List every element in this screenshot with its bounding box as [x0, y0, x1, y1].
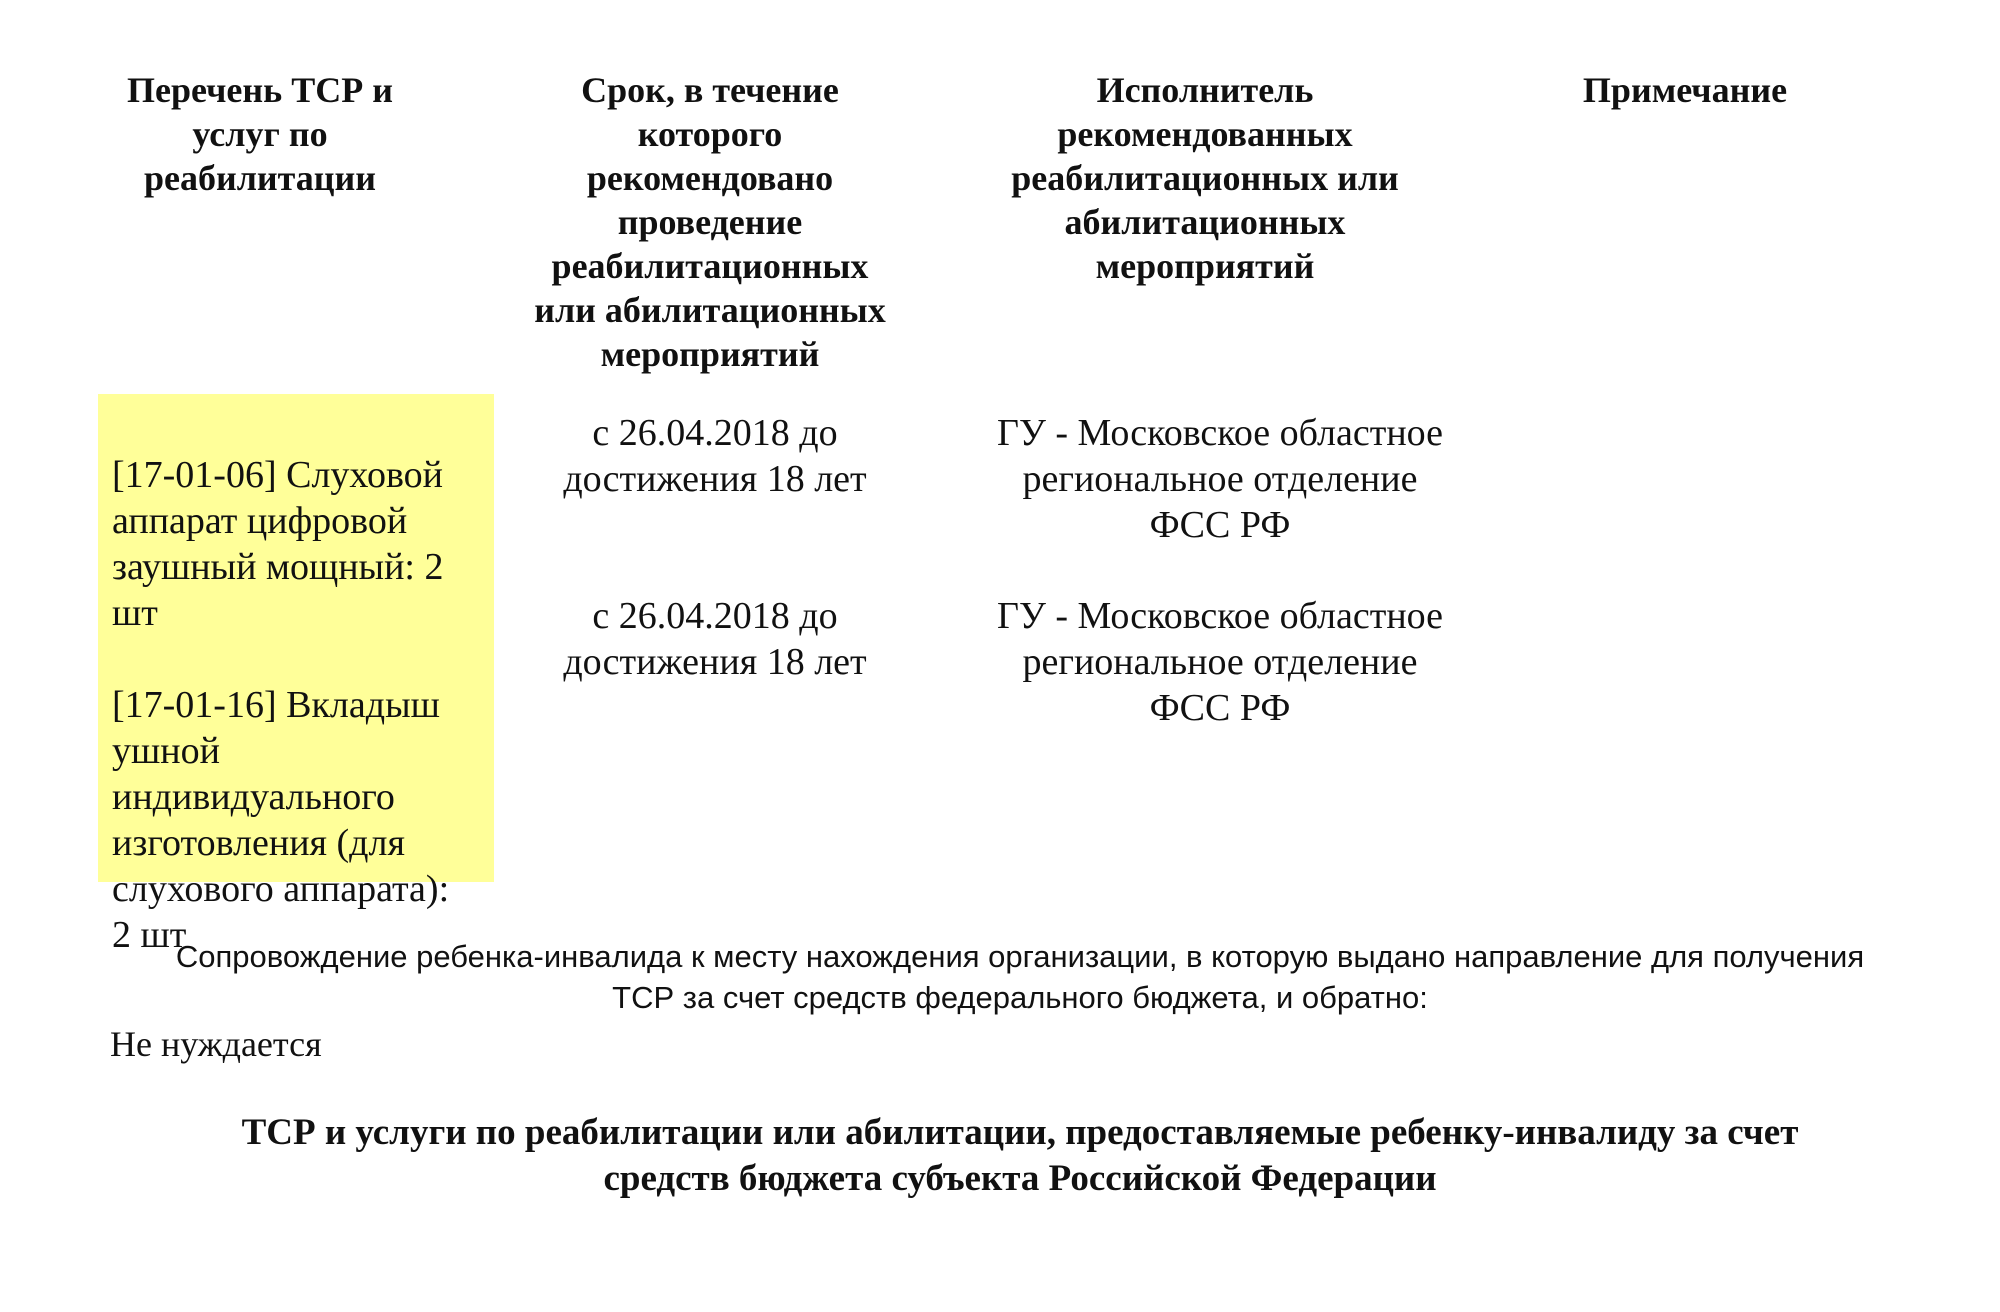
section-title: ТСР и услуги по реабилитации или абилитации, предоставляемые ребенку-инвалиду за счет средств бюджета субъекта Российской Федерации — [241, 1112, 1799, 1199]
table-row-item: [17-01-16] Вкладыш ушной индивидуального изготовления (для слухового аппарата): 2 шт — [112, 684, 450, 956]
table-row-term: с 26.04.2018 до достижения 18 лет — [563, 412, 867, 500]
item-list — [112, 406, 492, 1004]
table-row-executor: ГУ - Московское областное региональное отделение ФСС РФ — [996, 412, 1444, 546]
escort-answer: Не нуждается — [110, 1024, 322, 1064]
header-executor: Исполнитель рекомендованных реабилитационных или абилитационных мероприятий — [1011, 70, 1399, 286]
escort-question: Сопровождение ребенка-инвалида к месту нахождения организации, в которую выдано направление для получения ТСР за счет средств федерального бюджета, и обратно: — [175, 939, 1865, 1015]
table-row-executor: ГУ - Московское областное региональное отделение ФСС РФ — [996, 595, 1444, 729]
table-row-term: с 26.04.2018 до достижения 18 лет — [563, 595, 867, 683]
header-note: Примечание — [1582, 70, 1788, 110]
table-row-item: [17-01-06] Слуховой аппарат цифровой заушный мощный: 2 шт — [112, 454, 444, 634]
header-tsr-list: Перечень ТСР и услуг по реабилитации — [127, 70, 393, 198]
header-term: Срок, в течение которого рекомендовано проведение реабилитационных или абилитационных мероприятий — [534, 70, 886, 374]
